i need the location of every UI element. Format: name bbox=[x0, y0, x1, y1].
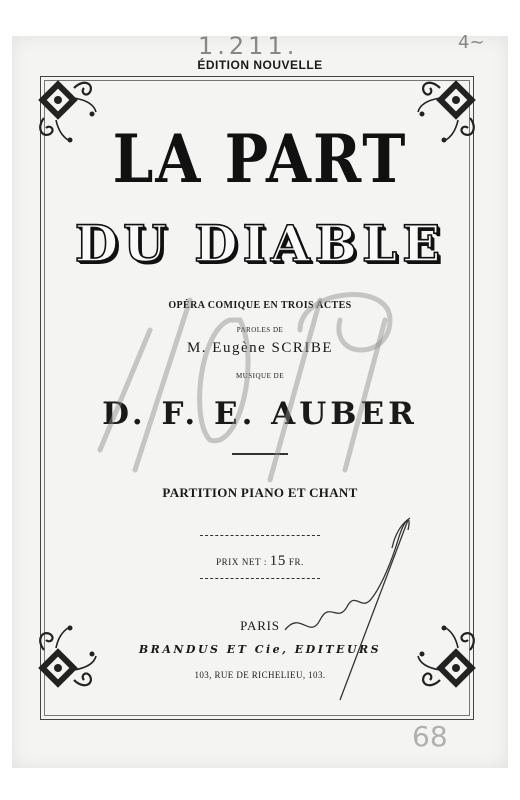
price-unit: FR. bbox=[288, 557, 304, 567]
composer-name: D. F. E. AUBER bbox=[102, 396, 418, 432]
handwritten-top-right-mark: 4~ bbox=[458, 32, 485, 53]
composer-label: MUSIQUE DE bbox=[236, 372, 284, 380]
corner-ornament-bottom-right bbox=[414, 624, 480, 694]
lyricist-name: M. Eugène SCRIBE bbox=[186, 340, 334, 356]
handwritten-top-mark: 1.211. bbox=[198, 32, 299, 60]
price-label: PRIX NET : bbox=[216, 557, 267, 567]
divider-rule bbox=[232, 453, 288, 455]
price-rule-bottom bbox=[200, 578, 320, 579]
publisher-address: 103, RUE DE RICHELIEU, 103. bbox=[194, 670, 326, 680]
price-rule-top bbox=[200, 535, 320, 536]
handwritten-bottom-number: 68 bbox=[412, 720, 448, 753]
edition-label: ÉDITION NOUVELLE bbox=[197, 58, 323, 72]
publisher-city: PARIS bbox=[240, 618, 280, 633]
price-line bbox=[0, 553, 520, 570]
price-amount: 15 bbox=[269, 553, 286, 569]
opera-subtitle: OPÉRA COMIQUE EN TROIS ACTES bbox=[168, 300, 352, 311]
score-type: PARTITION PIANO ET CHANT bbox=[162, 485, 358, 500]
lyricist-label: PAROLES DE bbox=[236, 326, 284, 334]
title-line-2: DU DIABLE bbox=[74, 214, 446, 273]
corner-ornament-bottom-left bbox=[34, 624, 100, 694]
title-line-1: LA PART bbox=[112, 119, 408, 199]
publisher-name: BRANDUS ET Cie, EDITEURS bbox=[138, 643, 382, 656]
